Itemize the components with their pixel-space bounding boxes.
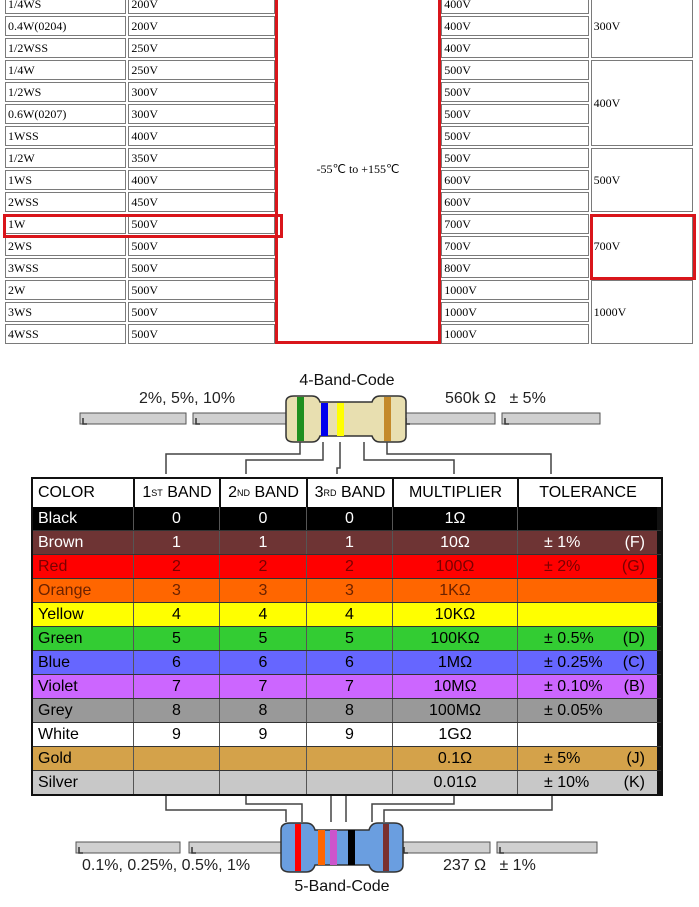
spec-model-cell: 2W — [5, 280, 126, 300]
color-row-brown — [33, 530, 661, 554]
multiplier-cell: 1Ω — [392, 507, 517, 530]
multiplier-cell: 1GΩ — [392, 723, 517, 746]
tolerance-cell — [517, 675, 657, 698]
spec-row — [5, 0, 693, 14]
header-color: COLOR — [38, 484, 95, 501]
spec-dielectric-cell: 1000V — [591, 280, 693, 344]
spec-voltage-cell: 250V — [128, 38, 274, 58]
band2-cell: 8 — [219, 699, 306, 722]
spec-voltage-cell: 300V — [128, 104, 274, 124]
tolerance-value: ± 2% — [544, 557, 581, 575]
band3-cell: 8 — [306, 699, 392, 722]
tolerance-code: (C) — [622, 653, 645, 671]
multiplier-cell: 100KΩ — [392, 627, 517, 650]
color-row-black — [33, 507, 661, 530]
color-row-violet — [33, 674, 661, 698]
spec-voltage-cell: 500V — [128, 214, 274, 234]
color-row-green — [33, 626, 661, 650]
tolerance-cell — [517, 555, 657, 578]
band1-cell: 3 — [133, 579, 219, 602]
spec-model-cell: 3WSS — [5, 258, 126, 278]
tolerance-cell — [517, 723, 657, 746]
tolerance-cell — [517, 699, 657, 722]
spec-dielectric-cell: 700V — [591, 214, 693, 278]
tolerance-cell — [517, 771, 657, 794]
tolerance-cell — [517, 627, 657, 650]
band2-cell: 5 — [219, 627, 306, 650]
spec-voltage-cell: 400V — [128, 170, 274, 190]
tolerance-cell — [517, 507, 657, 530]
band1-cell: 1 — [133, 531, 219, 554]
multiplier-cell: 0.1Ω — [392, 747, 517, 770]
band2-cell: 9 — [219, 723, 306, 746]
color-name-cell: Green — [33, 627, 133, 650]
spec-overload-cell: 500V — [441, 148, 588, 168]
tolerance-value: ± 0.5% — [544, 629, 594, 647]
band1-cell: 8 — [133, 699, 219, 722]
multiplier-cell: 1KΩ — [392, 579, 517, 602]
header-band1: 1 ST BAND — [133, 479, 219, 507]
band1-cell: 7 — [133, 675, 219, 698]
four-band-value-label: 560k Ω ± 5% — [445, 390, 546, 407]
spec-overload-cell: 1000V — [441, 324, 588, 344]
tolerance-cell — [517, 579, 657, 602]
four-band-title: 4-Band-Code — [299, 372, 395, 389]
multiplier-cell: 10MΩ — [392, 675, 517, 698]
tolerance-code: (J) — [626, 749, 645, 767]
five-band-resistor-icon — [281, 823, 403, 872]
color-name-cell: Orange — [33, 579, 133, 602]
band3-cell — [306, 747, 392, 770]
spec-voltage-cell: 350V — [128, 148, 274, 168]
spec-overload-cell: 400V — [441, 16, 588, 36]
color-name-cell: Black — [33, 507, 133, 530]
tolerance-value: ± 0.05% — [544, 701, 603, 719]
spec-model-cell: 1WSS — [5, 126, 126, 146]
tolerance-code: (D) — [622, 629, 645, 647]
multiplier-cell: 100MΩ — [392, 699, 517, 722]
spec-model-cell: 1/2WS — [5, 82, 126, 102]
spec-overload-cell: 600V — [441, 170, 588, 190]
tolerance-value: ± 0.25% — [544, 653, 603, 671]
tolerance-cell — [517, 651, 657, 674]
tolerance-code: (F) — [624, 533, 645, 551]
color-row-orange — [33, 578, 661, 602]
tolerance-cell — [517, 747, 657, 770]
band3-cell: 5 — [306, 627, 392, 650]
color-name-cell: Brown — [33, 531, 133, 554]
spec-overload-cell: 500V — [441, 82, 588, 102]
spec-voltage-cell: 450V — [128, 192, 274, 212]
five-band-title: 5-Band-Code — [294, 878, 390, 895]
tolerance-value: ± 1% — [544, 533, 581, 551]
spec-overload-cell: 700V — [441, 214, 588, 234]
spec-table — [3, 0, 695, 344]
band1-cell: 5 — [133, 627, 219, 650]
multiplier-cell: 100Ω — [392, 555, 517, 578]
spec-voltage-cell: 500V — [128, 258, 274, 278]
color-name-cell: Gold — [33, 747, 133, 770]
five-band-tolerance-label: 0.1%, 0.25%, 0.5%, 1% — [82, 857, 251, 874]
spec-model-cell: 1/2WSS — [5, 38, 126, 58]
spec-voltage-cell: 200V — [128, 0, 274, 14]
spec-model-cell: 0.4W(0204) — [5, 16, 126, 36]
band1-cell: 2 — [133, 555, 219, 578]
band2-cell: 2 — [219, 555, 306, 578]
spec-overload-cell: 500V — [441, 60, 588, 80]
spec-dielectric-cell: 400V — [591, 60, 693, 146]
color-row-grey — [33, 698, 661, 722]
band1-cell: 0 — [133, 507, 219, 530]
tolerance-value: ± 0.10% — [544, 677, 603, 695]
spec-overload-cell: 1000V — [441, 280, 588, 300]
four-band-tolerance-label: 2%, 5%, 10% — [139, 390, 236, 407]
spec-overload-cell: 600V — [441, 192, 588, 212]
band3-cell: 3 — [306, 579, 392, 602]
multiplier-cell: 10Ω — [392, 531, 517, 554]
band3-cell: 6 — [306, 651, 392, 674]
multiplier-cell: 1MΩ — [392, 651, 517, 674]
band3-cell — [306, 771, 392, 794]
header-tolerance: TOLERANCE — [517, 479, 657, 507]
multiplier-cell: 0.01Ω — [392, 771, 517, 794]
tolerance-code: (B) — [623, 677, 645, 695]
spec-model-cell: 4WSS — [5, 324, 126, 344]
spec-voltage-cell: 500V — [128, 236, 274, 256]
spec-voltage-cell: 400V — [128, 126, 274, 146]
band2-cell: 4 — [219, 603, 306, 626]
color-name-cell: Silver — [33, 771, 133, 794]
spec-model-cell: 2WS — [5, 236, 126, 256]
tolerance-value: ± 5% — [544, 749, 581, 767]
multiplier-cell: 10KΩ — [392, 603, 517, 626]
band3-cell: 4 — [306, 603, 392, 626]
spec-voltage-cell: 500V — [128, 324, 274, 344]
color-row-gold — [33, 746, 661, 770]
color-row-white — [33, 722, 661, 746]
spec-model-cell: 3WS — [5, 302, 126, 322]
color-name-cell: Blue — [33, 651, 133, 674]
color-name-cell: Grey — [33, 699, 133, 722]
band3-cell: 7 — [306, 675, 392, 698]
spec-model-cell: 2WSS — [5, 192, 126, 212]
spec-dielectric-cell: 300V — [591, 0, 693, 58]
color-row-silver — [33, 770, 661, 794]
spec-overload-cell: 400V — [441, 38, 588, 58]
spec-voltage-cell: 500V — [128, 280, 274, 300]
spec-voltage-cell: 200V — [128, 16, 274, 36]
band1-cell — [133, 747, 219, 770]
spec-model-cell: 1WS — [5, 170, 126, 190]
spec-model-cell: 1W — [5, 214, 126, 234]
color-name-cell: White — [33, 723, 133, 746]
spec-overload-cell: 500V — [441, 126, 588, 146]
tolerance-value: ± 10% — [544, 773, 590, 791]
tolerance-code: (G) — [621, 557, 645, 575]
spec-overload-cell: 700V — [441, 236, 588, 256]
connector-lines-top — [166, 442, 551, 474]
color-code-table — [31, 477, 663, 796]
spec-temp-cell: -55℃ to +155℃ — [277, 0, 439, 344]
spec-voltage-cell: 250V — [128, 60, 274, 80]
color-row-yellow — [33, 602, 661, 626]
band1-cell: 4 — [133, 603, 219, 626]
band3-cell: 0 — [306, 507, 392, 530]
band1-cell: 6 — [133, 651, 219, 674]
band1-cell: 9 — [133, 723, 219, 746]
band2-cell: 0 — [219, 507, 306, 530]
color-name-cell: Red — [33, 555, 133, 578]
spec-dielectric-cell: 500V — [591, 148, 693, 212]
band2-cell — [219, 747, 306, 770]
band2-cell: 7 — [219, 675, 306, 698]
five-band-value-label: 237 Ω ± 1% — [443, 857, 536, 874]
tolerance-cell — [517, 531, 657, 554]
color-name-cell: Yellow — [33, 603, 133, 626]
header-band3: 3 RD BAND — [306, 479, 392, 507]
band3-cell: 9 — [306, 723, 392, 746]
spec-model-cell: 1/2W — [5, 148, 126, 168]
color-name-cell: Violet — [33, 675, 133, 698]
table-header-row — [33, 479, 661, 507]
spec-overload-cell: 800V — [441, 258, 588, 278]
spec-voltage-cell: 300V — [128, 82, 274, 102]
tolerance-code: (K) — [623, 773, 645, 791]
spec-overload-cell: 1000V — [441, 302, 588, 322]
tolerance-cell — [517, 603, 657, 626]
spec-voltage-cell: 500V — [128, 302, 274, 322]
four-band-resistor-icon — [286, 396, 406, 442]
band2-cell: 1 — [219, 531, 306, 554]
color-row-red — [33, 554, 661, 578]
header-band2: 2 ND BAND — [219, 479, 306, 507]
spec-grid — [3, 0, 695, 346]
spec-model-cell: 1/4WS — [5, 0, 126, 14]
band3-cell: 2 — [306, 555, 392, 578]
band2-cell: 3 — [219, 579, 306, 602]
band1-cell — [133, 771, 219, 794]
spec-overload-cell: 400V — [441, 0, 588, 14]
color-row-blue — [33, 650, 661, 674]
band2-cell — [219, 771, 306, 794]
resistor-color-chart — [0, 360, 699, 907]
header-multiplier: MULTIPLIER — [392, 479, 517, 507]
band3-cell: 1 — [306, 531, 392, 554]
spec-overload-cell: 500V — [441, 104, 588, 124]
spec-model-cell: 1/4W — [5, 60, 126, 80]
spec-model-cell: 0.6W(0207) — [5, 104, 126, 124]
band2-cell: 6 — [219, 651, 306, 674]
